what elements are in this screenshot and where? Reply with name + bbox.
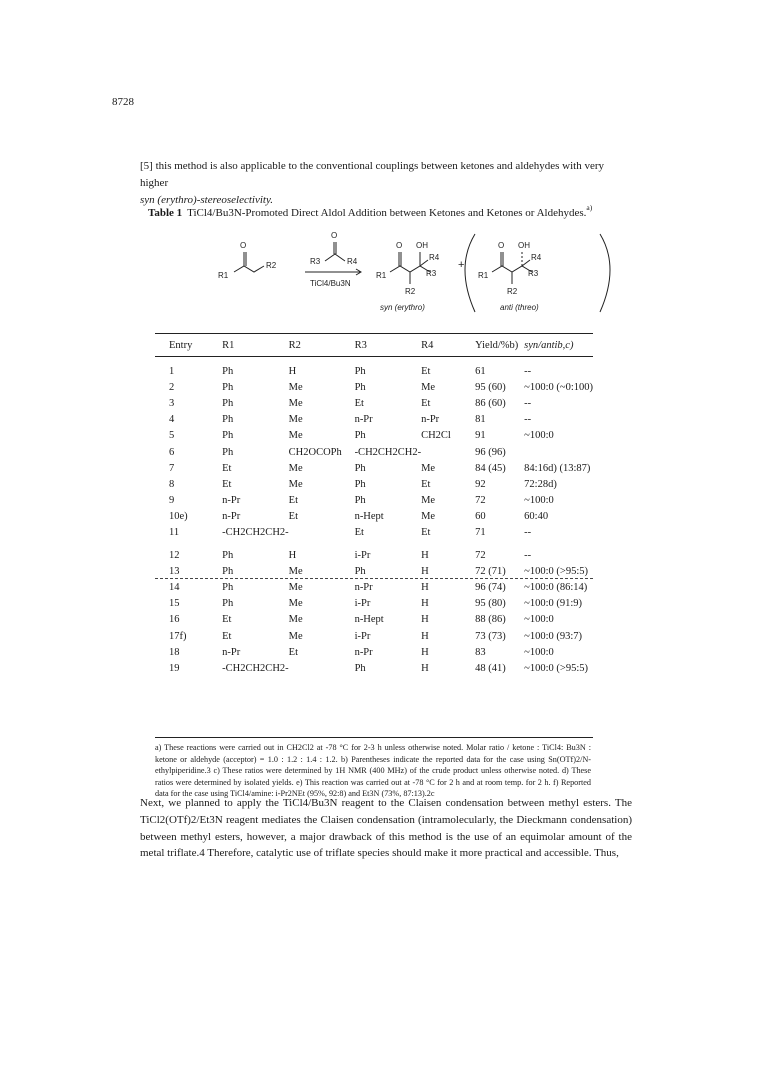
r1-cell: Et — [222, 478, 232, 490]
yield-cell: 96 (96) — [475, 446, 506, 458]
yield-cell: 91 — [475, 430, 486, 442]
yield-cell: 92 — [475, 478, 486, 490]
r4-cell: H — [421, 662, 429, 674]
r1-cell: n-Pr — [222, 646, 241, 658]
r1-cell: n-Pr — [222, 495, 241, 507]
syn-anti-cell: -- — [524, 365, 532, 377]
r3-cell: Et — [354, 397, 364, 409]
r4-cell: H — [421, 598, 429, 610]
syn-anti-cell: 60:40 — [524, 511, 549, 523]
r3-cell: i-Pr — [354, 549, 371, 561]
entry-cell: 12 — [169, 549, 180, 561]
yield-cell: 71 — [475, 527, 486, 539]
yield-cell: 61 — [475, 365, 486, 377]
r1-cell: Ph — [222, 565, 234, 577]
yield-cell: 84 (45) — [475, 462, 506, 474]
r1-cell: Ph — [222, 582, 234, 594]
scheme-syn-r1: R1 — [376, 271, 387, 280]
entry-cell: 16 — [169, 614, 180, 626]
r4-cell: H — [421, 565, 429, 577]
entry-cell: 19 — [169, 662, 180, 674]
scheme-acceptor-r4: R4 — [347, 257, 358, 266]
r2-cell: Me — [288, 598, 303, 610]
r2-cell: H — [288, 549, 297, 561]
table-body-ketone-acceptors — [155, 357, 593, 542]
header-r4: R4 — [421, 339, 434, 351]
entry-cell: 5 — [169, 430, 175, 442]
r2-cell: Me — [288, 430, 303, 442]
syn-anti-cell: -- — [524, 549, 532, 561]
r2-cell: Me — [288, 614, 303, 626]
yield-cell: 60 — [475, 511, 486, 523]
syn-anti-cell: 84:16d) (13:87) — [524, 462, 591, 474]
r4-cell: Et — [421, 397, 431, 409]
r1-cell: Et — [222, 614, 232, 626]
r1-cell: n-Pr — [222, 511, 241, 523]
r4-cell: Et — [421, 365, 431, 377]
header-r1: R1 — [222, 339, 235, 351]
r3-cell: n-Pr — [354, 414, 373, 426]
r2-cell — [289, 525, 355, 541]
entry-cell: 8 — [169, 478, 175, 490]
r3-cell: n-Pr — [354, 582, 373, 594]
yield-cell: 86 (60) — [475, 397, 506, 409]
yield-cell: 48 (41) — [475, 662, 506, 674]
syn-anti-cell: ~100:0 (>95:5) — [524, 662, 588, 674]
syn-anti-cell: ~100:0 — [524, 614, 554, 626]
scheme-acceptor-oxygen: O — [331, 231, 338, 240]
r3-cell: n-Hept — [354, 614, 384, 626]
header-r3: R3 — [354, 339, 367, 351]
scheme-syn-r4: R4 — [429, 253, 440, 262]
r2-cell: Et — [288, 511, 298, 523]
syn-anti-cell: ~100:0 — [524, 646, 554, 658]
table-header-row — [155, 334, 593, 357]
yield-cell: 72 — [475, 495, 486, 507]
r2-cell: Et — [288, 646, 298, 658]
body-paragraph: Next, we planned to apply the TiCl4/Bu3N reagent to the Claisen condensation between methyl esters. The TiCl2(OTf)2/Et3N reagent mediates the Claisen condensation (intramolecularly, the Dieckmann condensation) between methyl esters, however, a major drawback of this method is the use of an equimolar amount of the metal triflate.4 Therefore, catalytic use of triflate species should make it more practical and accessible. Thus, — [140, 797, 632, 860]
header-entry: Entry — [169, 339, 193, 351]
r4-cell: n-Pr — [421, 414, 440, 426]
r3-cell: Ph — [354, 495, 366, 507]
syn-anti-cell: ~100:0 — [524, 495, 554, 507]
table-row — [155, 395, 593, 411]
r2-cell: H — [288, 365, 297, 377]
reference-footnote-line2: syn (erythro)-stereoselectivity. — [140, 194, 273, 206]
r2-cell: Me — [288, 397, 303, 409]
entry-cell: 6 — [169, 446, 175, 458]
scheme-anti-r3: R3 — [528, 269, 539, 278]
table-row — [155, 525, 593, 541]
table-row — [155, 460, 593, 476]
table-body-aldehyde-acceptors — [155, 541, 593, 677]
table-row — [155, 579, 593, 595]
scheme-plus: + — [458, 259, 465, 271]
r4-cell — [421, 444, 475, 460]
r3-cell: -CH2CH2CH2- — [354, 446, 422, 458]
scheme-anti-r1: R1 — [478, 271, 489, 280]
r1-cell: Et — [222, 630, 232, 642]
r1-cell: -CH2CH2CH2- — [222, 662, 289, 674]
table-row — [155, 612, 593, 628]
r3-cell: Ph — [354, 365, 366, 377]
scheme-anti-hydroxyl: OH — [518, 241, 530, 250]
entry-cell: 10e) — [169, 511, 188, 523]
r4-cell: CH2Cl — [421, 430, 451, 442]
table-row — [155, 644, 593, 660]
r1-cell: Ph — [222, 397, 234, 409]
header-syn-anti: syn/antib,c) — [524, 339, 574, 351]
r3-cell: Ph — [354, 462, 366, 474]
scheme-syn-r3: R3 — [426, 269, 437, 278]
r2-cell: CH2OCOPh — [288, 446, 342, 458]
syn-anti-cell: ~100:0 — [524, 430, 554, 442]
table-caption-text: TiCl4/Bu3N-Promoted Direct Aldol Addition between Ketones and Ketones or Aldehydes. — [187, 207, 587, 219]
r1-cell: Et — [222, 462, 232, 474]
scheme-ketone-r1: R1 — [218, 271, 229, 280]
results-table — [155, 333, 593, 677]
r1-cell: Ph — [222, 446, 234, 458]
entry-cell: 7 — [169, 462, 175, 474]
r3-cell: Ph — [354, 565, 366, 577]
r1-cell: Ph — [222, 414, 234, 426]
r4-cell: H — [421, 549, 429, 561]
entry-cell: 11 — [169, 527, 180, 539]
table-row — [155, 509, 593, 525]
yield-cell: 83 — [475, 646, 486, 658]
entry-cell: 13 — [169, 565, 180, 577]
syn-anti-cell: -- — [524, 414, 532, 426]
table-row — [155, 428, 593, 444]
table-row — [155, 476, 593, 492]
header-r2: R2 — [288, 339, 301, 351]
r2-cell: Me — [288, 381, 303, 393]
r4-cell: Et — [421, 527, 431, 539]
r3-cell: n-Hept — [354, 511, 384, 523]
entry-cell: 15 — [169, 598, 180, 610]
table-row — [155, 493, 593, 509]
r2-cell: Me — [288, 630, 303, 642]
page-number: 8728 — [112, 96, 134, 108]
r4-cell: H — [421, 646, 429, 658]
yield-cell: 88 (86) — [475, 614, 506, 626]
scheme-anti-r2: R2 — [507, 287, 518, 296]
table-row — [155, 379, 593, 395]
entry-cell: 3 — [169, 397, 175, 409]
r2-cell: Et — [288, 495, 298, 507]
r4-cell: H — [421, 582, 429, 594]
table-row — [155, 412, 593, 428]
r3-cell: i-Pr — [354, 598, 371, 610]
scheme-syn-label: syn (erythro) — [380, 303, 425, 312]
r4-cell: H — [421, 630, 429, 642]
header-yield: Yield/%b) — [475, 339, 519, 351]
table-row — [155, 596, 593, 612]
yield-cell: 96 (74) — [475, 582, 506, 594]
table-bottom-rule — [155, 737, 593, 738]
yield-cell: 81 — [475, 414, 486, 426]
scheme-ketone-oxygen: O — [240, 241, 247, 250]
table-row — [155, 357, 593, 380]
r2-cell: Me — [288, 414, 303, 426]
table-label: Table 1 — [148, 207, 183, 219]
r3-cell: i-Pr — [354, 630, 371, 642]
table-row — [155, 660, 593, 676]
table-footnotes: a) These reactions were carried out in CH2Cl2 at -78 °C for 2-3 h unless otherwise noted. Molar ratio / ketone : TiCl4: Bu3N : ketone or aldehyde (acceptor) = 1.0 : 1.2 : 1.4 : 1.2. b) Parentheses indicate the reported data for the case using Sn(OTf)2/N-ethylpiperidine.3 c) These ratios were determined by 1H NMR (400 MHz) of the crude product unless otherwise noted. d) These ratios were determined by isolated yields. e) This reaction was carried out at -78 °C for 2 h and at room temp. for 2 h. f) Reported data for the case using TiCl4/amine: i-Pr2NEt (95%, 92:8) and Et3N (73%, 87:13).2c — [155, 743, 591, 799]
r4-cell: Et — [421, 478, 431, 490]
scheme-anti-label: anti (threo) — [500, 303, 539, 312]
yield-cell: 73 (73) — [475, 630, 506, 642]
table-row — [155, 444, 593, 460]
r1-cell: Ph — [222, 598, 234, 610]
r3-cell: Et — [354, 527, 364, 539]
syn-anti-cell: ~100:0 (>95:5) — [524, 565, 588, 577]
scheme-anti-oxygen: O — [498, 241, 505, 250]
r1-cell: Ph — [222, 549, 234, 561]
table-row — [155, 628, 593, 644]
reaction-scheme — [200, 222, 620, 322]
entry-cell: 18 — [169, 646, 180, 658]
entry-cell: 14 — [169, 582, 180, 594]
r4-cell: Me — [421, 495, 436, 507]
table-caption — [148, 203, 593, 219]
scheme-reagent: TiCl4/Bu3N — [310, 279, 351, 288]
yield-cell: 72 (71) — [475, 565, 506, 577]
yield-cell: 72 — [475, 549, 486, 561]
entry-cell: 17f) — [169, 630, 187, 642]
syn-anti-cell: ~100:0 (91:9) — [524, 598, 583, 610]
r3-cell: Ph — [354, 430, 366, 442]
r4-cell: Me — [421, 462, 436, 474]
syn-anti-cell: ~100:0 (86:14) — [524, 582, 588, 594]
r3-cell: Ph — [354, 381, 366, 393]
r2-cell: Me — [288, 462, 303, 474]
syn-anti-cell: ~100:0 (93:7) — [524, 630, 583, 642]
r2-cell: Me — [288, 582, 303, 594]
r2-cell: Me — [288, 478, 303, 490]
entry-cell: 9 — [169, 495, 175, 507]
entry-cell: 2 — [169, 381, 175, 393]
r4-cell: Me — [421, 511, 436, 523]
reference-footnote-line1: [5] this method is also applicable to the conventional couplings between ketones and aldehydes with very higher — [140, 160, 605, 189]
r2-cell: Me — [288, 565, 303, 577]
r1-cell: Ph — [222, 381, 234, 393]
table-row — [155, 541, 593, 563]
table-caption-note: a) — [586, 203, 593, 213]
r2-cell — [289, 660, 355, 676]
syn-anti-cell: -- — [524, 397, 532, 409]
r3-cell: Ph — [354, 662, 366, 674]
r3-cell: n-Pr — [354, 646, 373, 658]
syn-anti-cell: ~100:0 (~0:100) — [524, 381, 593, 393]
yield-cell: 95 (80) — [475, 598, 506, 610]
syn-anti-cell: -- — [524, 527, 532, 539]
syn-anti-cell: 72:28d) — [524, 478, 557, 490]
scheme-syn-hydroxyl: OH — [416, 241, 428, 250]
r1-cell: Ph — [222, 365, 234, 377]
reference-footnote — [140, 158, 630, 209]
r1-cell: Ph — [222, 430, 234, 442]
r4-cell: H — [421, 614, 429, 626]
entry-cell: 1 — [169, 365, 175, 377]
scheme-ketone-r2: R2 — [266, 261, 277, 270]
r3-cell: Ph — [354, 478, 366, 490]
scheme-acceptor-r3: R3 — [310, 257, 321, 266]
entry-cell: 4 — [169, 414, 175, 426]
scheme-syn-oxygen: O — [396, 241, 403, 250]
table-row — [155, 563, 593, 579]
scheme-anti-r4: R4 — [531, 253, 542, 262]
r4-cell: Me — [421, 381, 436, 393]
scheme-syn-r2: R2 — [405, 287, 416, 296]
section-divider — [155, 578, 593, 579]
r1-cell: -CH2CH2CH2- — [222, 527, 289, 539]
syn-anti-cell — [524, 444, 593, 460]
yield-cell: 95 (60) — [475, 381, 506, 393]
